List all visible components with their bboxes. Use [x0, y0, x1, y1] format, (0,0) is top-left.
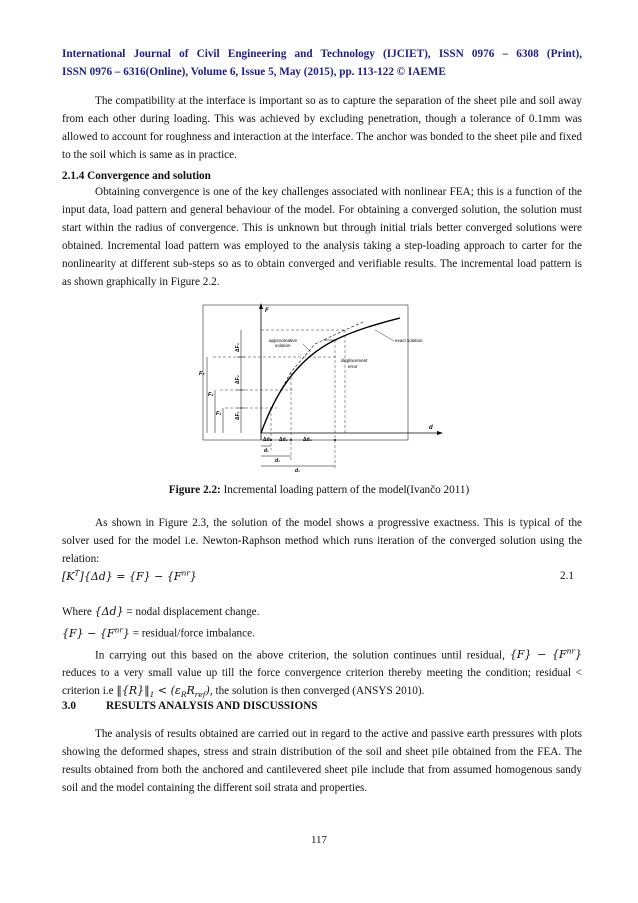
dd1-label: Δd₁: [263, 437, 272, 443]
figure-frame: [203, 305, 408, 440]
d2-label: d₂: [275, 458, 280, 464]
where-block: [62, 603, 582, 705]
d3-label: d₃: [295, 468, 300, 474]
approx-label-1: approximative: [269, 338, 298, 343]
section-3-title: RESULTS ANALYSIS AND DISCUSSIONS: [106, 700, 318, 712]
where-line-1: Where {Δd} = nodal displacement change.: [62, 605, 260, 618]
incremental-loading-figure: [195, 300, 445, 475]
df1-label: ΔF₁: [235, 411, 241, 420]
page-number: 117: [310, 834, 328, 846]
section-heading-3: [62, 700, 318, 712]
dd-marker-2: [290, 439, 292, 441]
x-axis-arrow: [437, 431, 443, 435]
approx-leader: [303, 344, 311, 352]
paragraph-3: In carrying out this based on the above criterion, the solution continues until residual, $\{F\} - \{F^{nr}\}$ reduces to a very small value up till the force convergence criterion thereby meeting the condition; residual < criterion i.e $‖\{R\}‖_1 < (\varepsilon_RR_{ref})$, the solution is then converged (ANSYS 2010).: [62, 646, 582, 700]
dd3-label: Δd₃: [303, 437, 312, 443]
dd2-label: Δd₂: [279, 437, 288, 443]
equation-number: 2.1: [560, 570, 574, 582]
paragraph-2: As shown in Figure 2.3, the solution of the model shows a progressive exactness. This is typical of the solver used for the model i.e. Newton-Raphson method which runs iteration of the converged solution using the relation:: [62, 517, 582, 565]
section-3-number: 3.0: [62, 700, 76, 712]
caption-label: Figure 2.2:: [168, 484, 221, 496]
f3-label: F₃: [199, 371, 205, 377]
df3-label: ΔF₃: [235, 343, 241, 352]
error-label-1: displacement: [341, 358, 368, 363]
f2-label: F₂: [208, 392, 214, 398]
intro-paragraph: The compatibility at the interface is important so as to capture the separation of the sheet pile and soil away from each other during loading. This was achieved by excluding penetration, though a tolerance of 0.1mm was allowed to account for roughness and interaction at the interface. The anchor was bonded to the sheet pile and fixed to the soil which is same as in practice.: [62, 95, 582, 161]
figure-caption: [0, 484, 638, 496]
exact-label: exact solution: [395, 338, 423, 343]
df2-label: ΔF₂: [235, 375, 241, 384]
where-line-2: $\{F\} - \{F^{nr}\}$ = residual/force imbalance.: [62, 625, 255, 640]
f1-label: F₁: [216, 411, 222, 417]
equation-2-1: $[K^T]\{\Delta d\} = \{F\} - \{F^{nr}\}$: [62, 568, 197, 583]
d1-label: d₁: [264, 448, 269, 454]
approx-label-2: solution: [275, 343, 291, 348]
axis-y-label: F: [265, 308, 269, 314]
section-3-paragraph: The analysis of results obtained are carried out in regard to the active and passive earth pressures with plots showing the deformed shapes, stress and strain distribution of the soil and sheet pile obtained from the FEA. The results obtained from both the anchored and cantilevered sheet pile include that from assumed homogenous sandy soil and the model containing the different soil strata and properties.: [62, 728, 582, 794]
section-2-1-4-paragraph: Obtaining convergence is one of the key challenges associated with nonlinear FEA; this is a function of the input data, load pattern and general behaviour of the model. For obtaining a converged solution, the solution must start within the radius of convergence. This is unknown but through initial trials better converged solutions were obtained. Incremental load pattern was employed to the analysis taking a step-loading approach to carter for the nonlinearity at different sub-steps so as to obtain converged and verifiable results. The incremental load pattern is as shown graphically in Figure 2.2.: [62, 186, 582, 288]
y-axis-arrow: [259, 303, 263, 309]
journal-header: [62, 45, 582, 81]
axis-x-label: d: [429, 425, 433, 431]
header-line-2: ISSN 0976 – 6316(Online), Volume 6, Issue 5, May (2015), pp. 113-122 © IAEME: [62, 66, 446, 78]
header-line-1: International Journal of Civil Engineering and Technology (IJCIET), ISSN 0976 – 6308 (Print),: [62, 48, 582, 60]
caption-text: Incremental loading pattern of the model(Ivančo 2011): [220, 484, 470, 496]
section-heading-2-1-4: 2.1.4 Convergence and solution: [62, 170, 211, 182]
exact-leader: [375, 330, 394, 341]
exact-solution-curve: [261, 318, 400, 433]
error-label-2: error: [348, 364, 358, 369]
dd-marker-3: [334, 439, 336, 441]
